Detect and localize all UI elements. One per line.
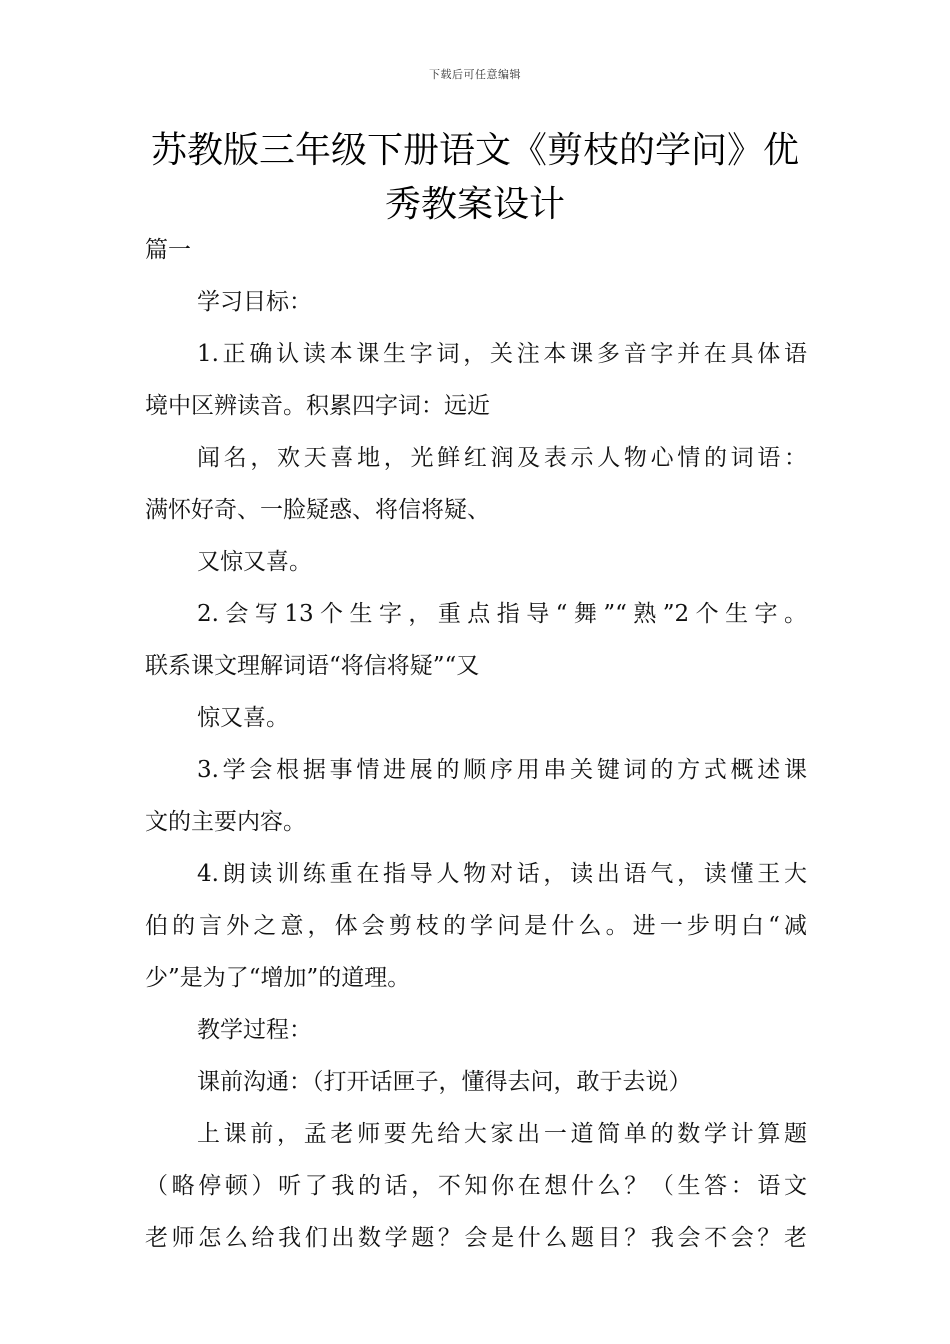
body-line: 上课前，孟老师要先给大家出一道简单的数学计算题: [197, 1121, 807, 1147]
body-line: 境中区辨读音。积累四字词：远近: [145, 393, 490, 419]
body-line: 老师怎么给我们出数学题？会是什么题目？我会不会？老: [145, 1225, 807, 1251]
subheading-objectives: 学习目标：: [197, 289, 312, 315]
body-line: （略停顿）听了我的话，不知你在想什么？（生答：语文: [145, 1173, 807, 1199]
body-line: 4.朗读训练重在指导人物对话，读出语气，读懂王大: [197, 861, 807, 887]
body-line: 课前沟通：（打开话匣子，懂得去问，敢于去说）: [197, 1069, 692, 1095]
title-line-1: 苏教版三年级下册语文《剪枝的学问》优: [150, 130, 799, 171]
title-line-2: 秀教案设计: [384, 184, 565, 225]
body-line: 满怀好奇、一脸疑惑、将信将疑、: [145, 497, 490, 523]
body-line: 2.会写13个生字，重点指导“舞”“熟”2个生字。: [197, 601, 807, 627]
header-note: 下载后可任意编辑: [429, 68, 521, 81]
body-line: 闻名，欢天喜地，光鲜红润及表示人物心情的词语：: [197, 445, 807, 471]
body-line: 又惊又喜。: [197, 549, 312, 575]
document-title: [145, 124, 805, 232]
body-line: 文的主要内容。: [145, 809, 306, 835]
subheading-process: 教学过程：: [197, 1017, 312, 1043]
section-heading: 篇一: [145, 237, 191, 263]
body-line: 联系课文理解词语“将信将疑”“又: [145, 653, 480, 679]
body-line: 惊又喜。: [197, 705, 289, 731]
body-line: 1.正确认读本课生字词，关注本课多音字并在具体语: [197, 341, 807, 367]
document-body: [145, 224, 807, 1264]
body-line: 伯的言外之意，体会剪枝的学问是什么。进一步明白“减: [145, 913, 807, 939]
body-line: 3.学会根据事情进展的顺序用串关键词的方式概述课: [197, 757, 807, 783]
body-line: 少”是为了“增加”的道理。: [145, 965, 411, 991]
